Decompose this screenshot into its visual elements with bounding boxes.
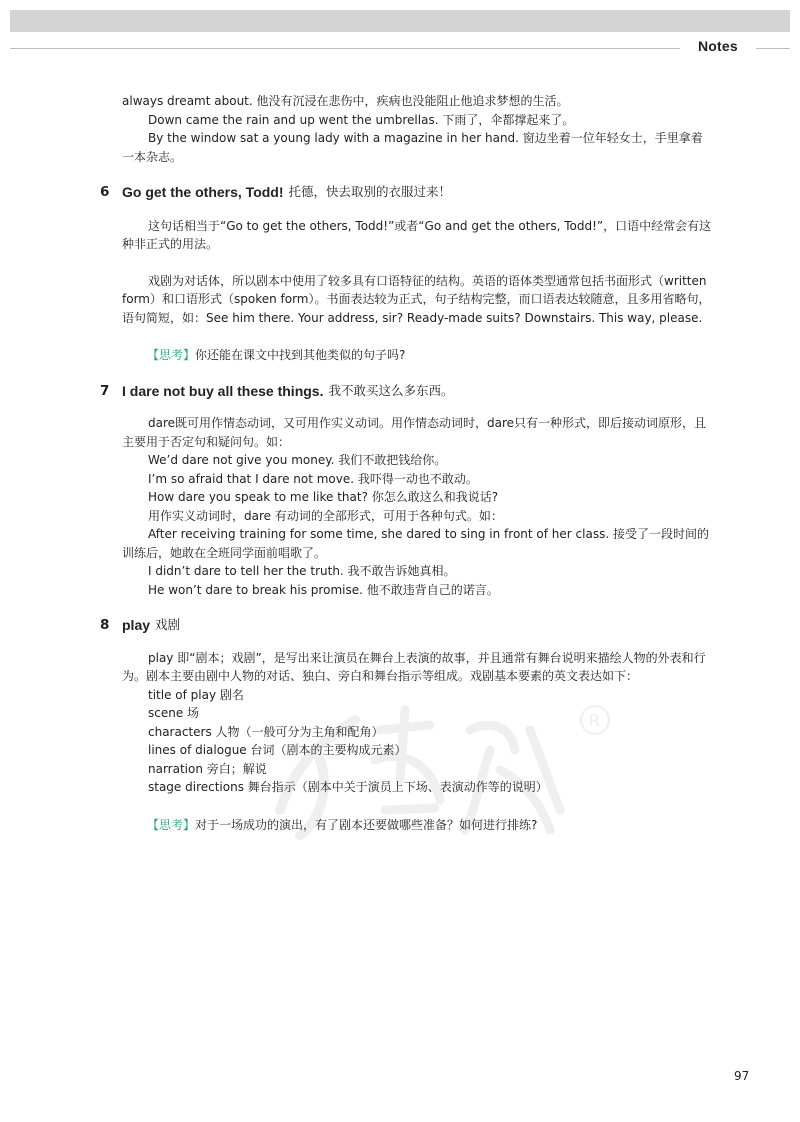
section-7-number: 7 [100,382,110,399]
section-8-paragraph-1: play 即“剧本；戏剧”，是写出来让演员在舞台上表演的故事，并且通常有舞台说明来描绘人物的外表和行为。剧本主要由剧中人物的对话、独白、旁白和舞台指示等组成。戏剧基本要素的英文表达如下： [122,650,706,683]
section-6-paragraph-1: 这句话相当于“Go to get the others, Todd!”或者“Go and get the others, Todd!”，口语中经常会有这种非正式的用法。 [122,218,712,251]
header-rule-right [756,48,790,49]
intro-line-1: always dreamt about. 他没有沉浸在悲伤中，疾病也没能阻止他追求梦想的生活。 [122,94,569,108]
section-8-item: title of play 剧名 [148,687,244,702]
think-text: 对于一场成功的演出，有了剧本还要做哪些准备？如何进行排练? [195,817,538,832]
intro-line-3: By the window sat a young lady with a magazine in her hand. 窗边坐着一位年轻女士，手里拿着一本杂志。 [122,131,703,164]
section-6-paragraph-2: 戏剧为对话体，所以剧本中使用了较多具有口语特征的结构。英语的语体类型通常包括书面形式（written form）和口语形式（spoken form）。书面表达较为正式，句子结构完整，而口语表达较随意，且多用省略句，语句简短，如：See him there. Your address, sir? Ready-made suits? Downstairs. This way, please. [122,273,711,325]
section-8-title-en: play [122,617,151,633]
section-8-item: lines of dialogue 台词（剧本的主要构成元素） [148,743,407,757]
think-tag: 【思考】 [147,817,196,832]
section-8-item: narration 旁白；解说 [148,761,267,776]
section-7-example-6: He won’t dare to break his promise. 他不敢违背自己的诺言。 [148,582,499,597]
section-7-paragraph-2: 用作实义动词时，dare 有动词的全部形式，可用于各种句式。如： [148,508,503,523]
section-7-title-cn: 我不敢买这么多东西。 [328,382,454,398]
section-8-heading [100,616,712,635]
section-7-title-en: I dare not buy all these things. [122,382,324,399]
section-8-number: 8 [100,617,110,633]
section-6-think [100,346,712,365]
section-7-example-5: I didn’t dare to tell her the truth. 我不敢告诉她真相。 [148,564,456,578]
svg-text:R: R [589,711,601,730]
think-text: 你还能在课文中找到其他类似的句子吗? [195,348,406,362]
page-content [100,92,712,834]
section-6-body [100,217,712,328]
section-8-body [100,649,712,797]
section-8-item: stage directions 舞台指示（剧本中关于演员上下场、表演动作等的说明） [148,780,548,794]
section-7-example-4: After receiving training for some time, she dared to sing in front of her class. 接受了一段时间的训练后，她敢在全班同学面前唱歌了。 [122,527,709,560]
section-7-paragraph-1: dare既可用作情态动词，又可用作实义动词。用作情态动词时，dare只有一种形式，即后接动词原形，且主要用于否定句和疑问句。如： [122,416,707,449]
intro-line-2: Down came the rain and up went the umbrellas. 下雨了，伞都撑起来了。 [148,112,575,127]
section-8-item: scene 场 [148,706,200,720]
section-6-number: 6 [100,184,110,200]
section-6-heading [100,183,712,202]
section-6-title-en: Go get the others, Todd! [122,184,284,200]
notes-label: Notes [698,38,738,54]
section-8-title-cn: 戏剧 [155,617,181,632]
section-7-example-3: How dare you speak to me like that? 你怎么敢这么和我说话? [148,490,499,504]
section-7-example-2: I’m so afraid that I dare not move. 我吓得一动也不敢动。 [148,471,478,486]
section-8-item: characters 人物（一般可分为主角和配角） [148,724,384,739]
think-tag: 【思考】 [147,348,196,362]
section-8-think [100,816,712,835]
section-6-title-cn: 托德，快去取别的衣服过来！ [288,184,452,199]
header-bar [10,10,790,32]
section-7-heading [100,382,712,401]
page-number: 97 [734,1069,750,1083]
section-7-example-1: We’d dare not give you money. 我们不敢把钱给你。 [148,453,447,467]
header-rule-left [10,48,680,49]
section-7-body [100,414,712,599]
